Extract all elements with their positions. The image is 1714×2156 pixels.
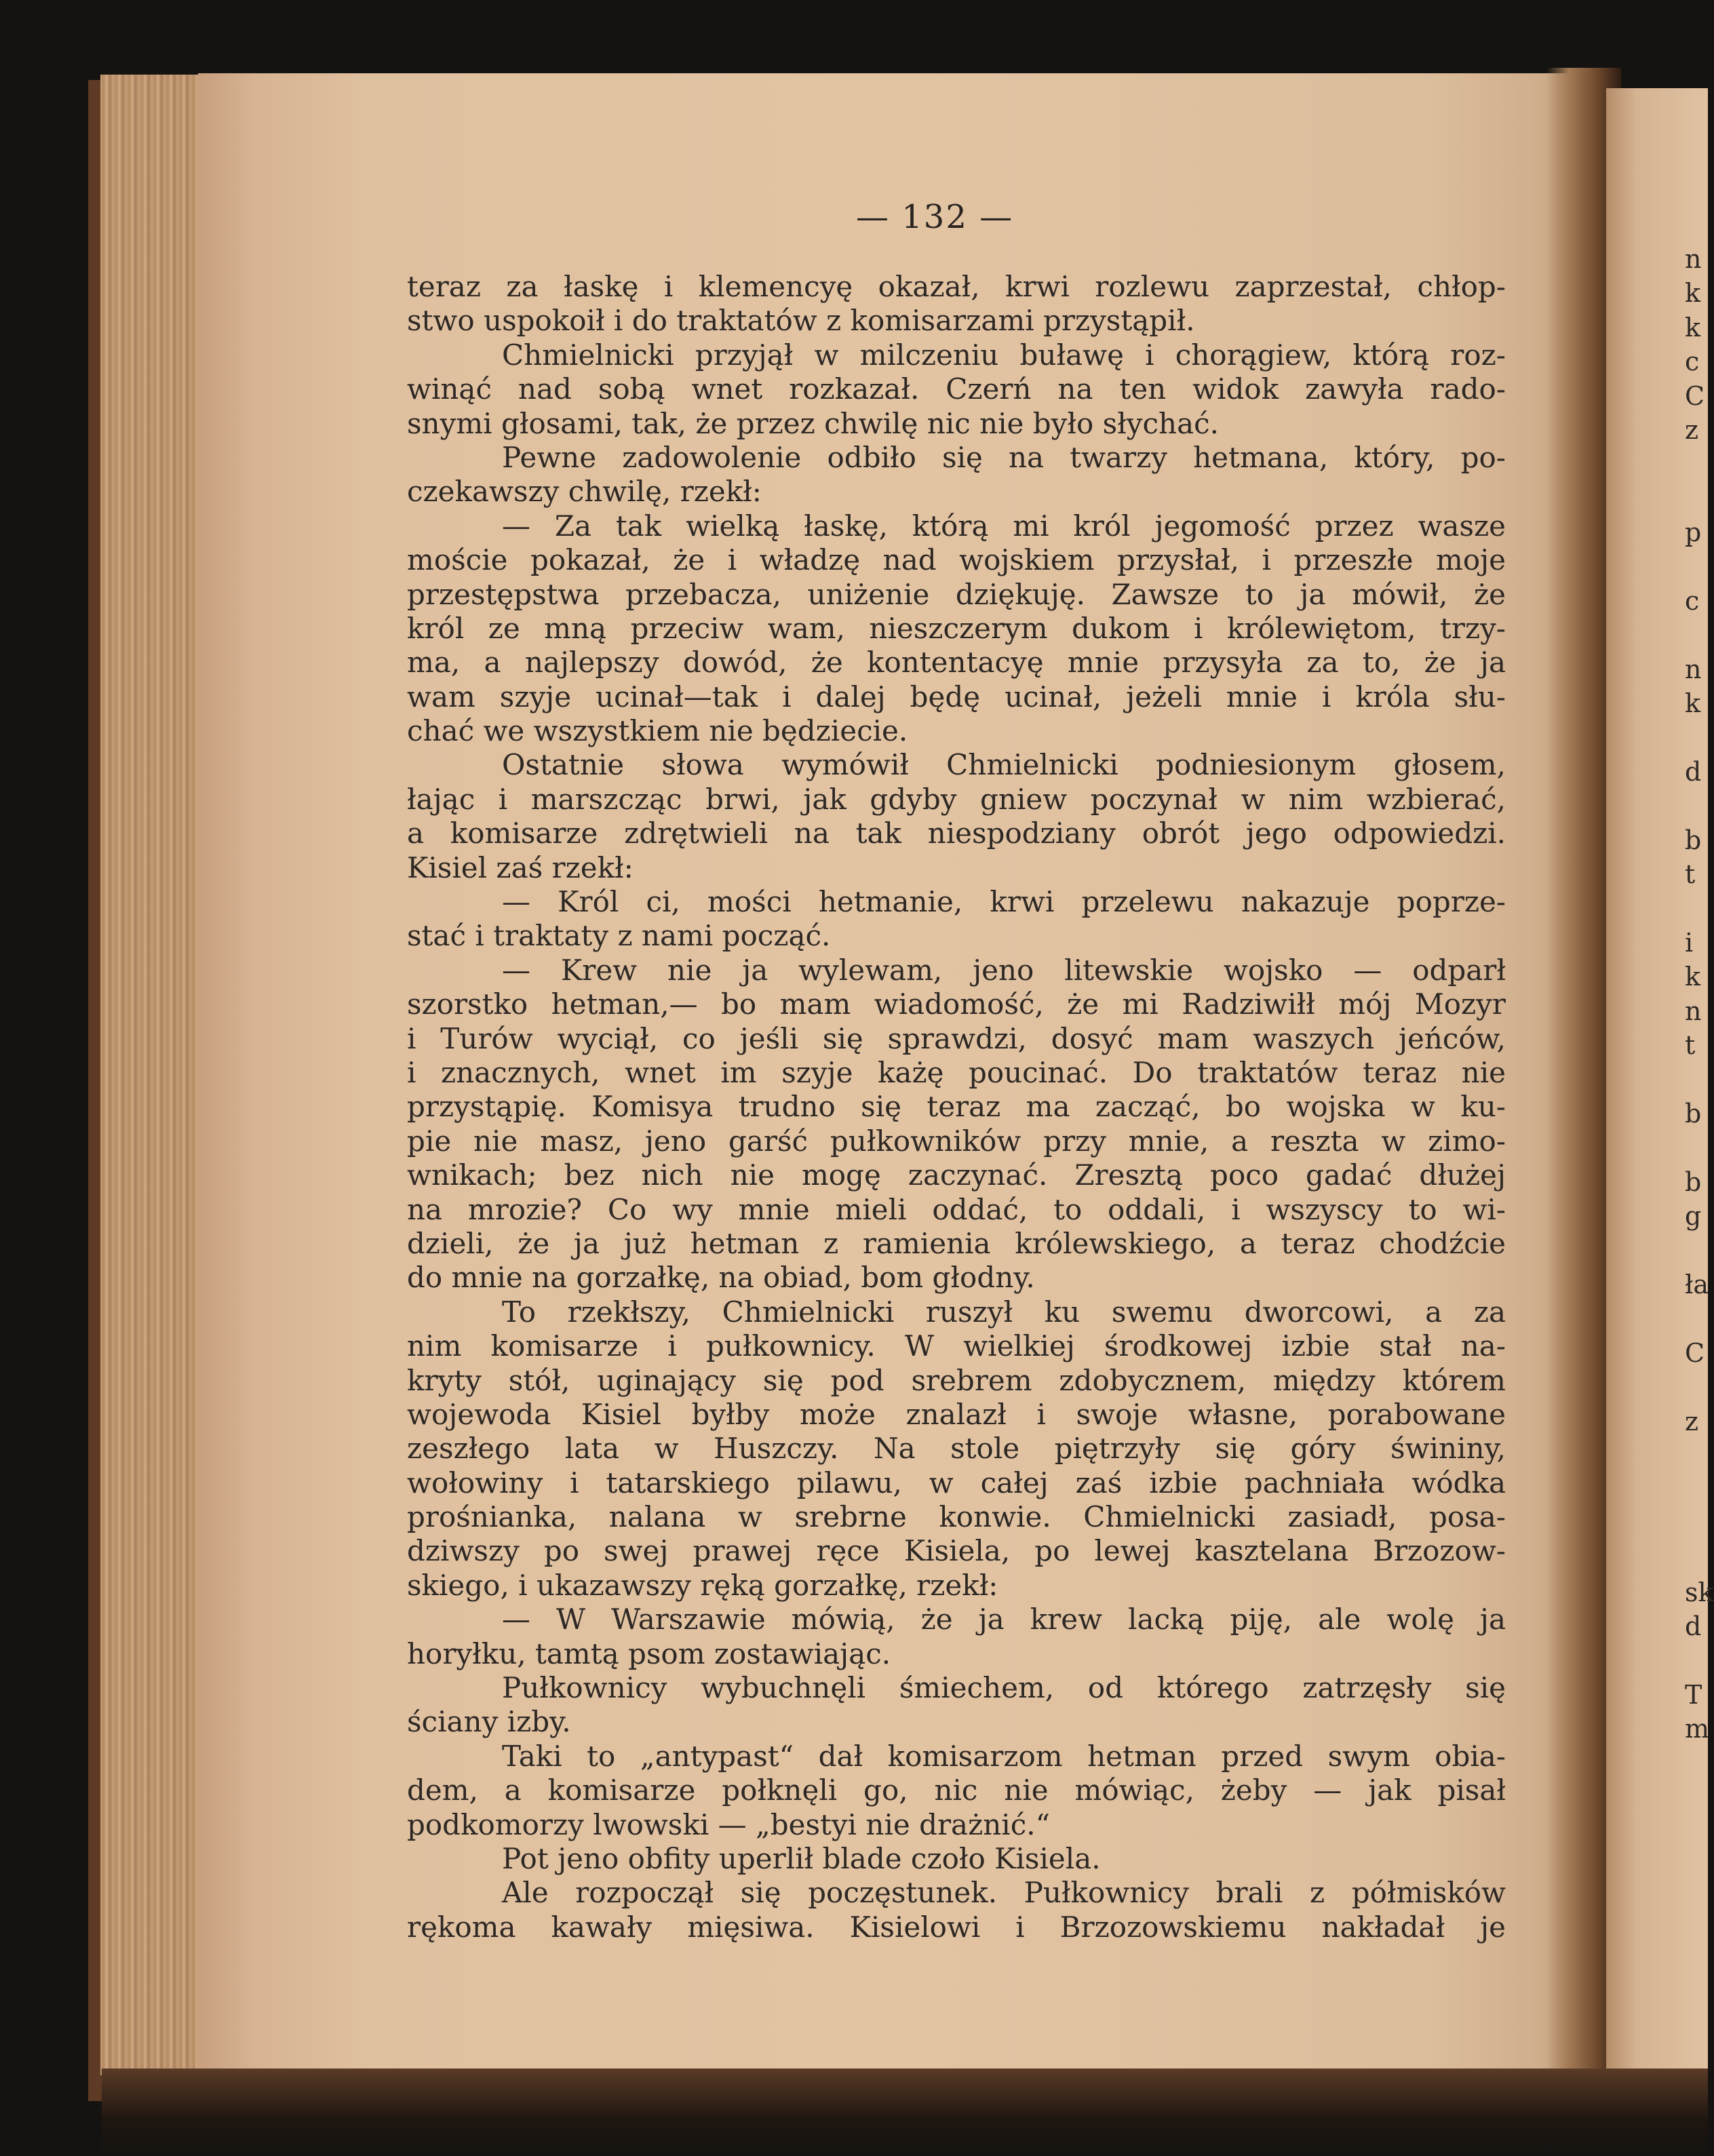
text-line: łając i marszcząc brwi, jak gdyby gniew poczynał w nim wzbierać, [407, 782, 1506, 816]
text-line: wołowiny i tatarskiego pilawu, w całej zaś izbie pachniała wódka [407, 1466, 1506, 1500]
text-line: nim komisarze i pułkownicy. W wielkiej środkowej izbie stał na- [407, 1329, 1506, 1363]
text-line: prośnianka, nalana w srebrne konwie. Chmielnicki zasiadł, posa- [407, 1500, 1506, 1534]
text-line: wam szyje ucinał—tak i dalej będę ucinał, jeżeli mnie i króla słu- [407, 680, 1506, 713]
text-line: — Za tak wielką łaskę, którą mi król jegomość przez wasze [502, 509, 1506, 543]
page-number: — 132 — [856, 198, 1014, 236]
text-line: pie nie masz, jeno garść pułkowników przy mnie, a reszta w zimo- [407, 1124, 1506, 1158]
text-line: moście pokazał, że i władzę nad wojskiem przysłał, i przeszłe moje [407, 543, 1506, 577]
right-page-fragment: g [1685, 1201, 1702, 1232]
text-line: — Król ci, mości hetmanie, krwi przelewu nakazuje poprze- [502, 885, 1506, 919]
text-line: Pułkownicy wybuchnęli śmiechem, od którego zatrzęsły się [502, 1671, 1506, 1705]
text-line: Pewne zadowolenie odbiło się na twarzy hetmana, który, po- [502, 440, 1506, 474]
bottom-shadow [102, 2069, 1708, 2156]
text-line: To rzekłszy, Chmielnicki ruszył ku swemu dworcowi, a za [502, 1295, 1506, 1329]
text-line: król ze mną przeciw wam, nieszczerym dukom i królewiętom, trzy- [407, 611, 1506, 645]
text-line: horyłku, tamtą psom zostawiając. [407, 1636, 891, 1670]
right-page-fragment: k [1685, 688, 1701, 719]
text-line: stwo uspokoił i do traktatów z komisarzami przystąpił. [407, 304, 1195, 338]
text-line: a komisarze zdrętwieli na tak niespodziany obrót jego odpowiedzi. [407, 817, 1506, 850]
text-line: na mrozie? Co wy mnie mieli oddać, to oddali, i wszyscy to wi- [407, 1192, 1506, 1226]
right-page-fragment: T [1685, 1679, 1702, 1710]
text-line: czekawszy chwilę, rzekł: [407, 475, 762, 509]
text-line: Pot jeno obfity uperlił blade czoło Kisiela. [502, 1841, 1101, 1875]
text-line: Kisiel zaś rzekł: [407, 850, 634, 884]
text-line: snymi głosami, tak, że przez chwilę nic nie było słychać. [407, 406, 1219, 440]
text-line: ściany izby. [407, 1705, 571, 1739]
text-line: i znacznych, wnet im szyje każę poucinać. Do traktatów teraz nie [407, 1055, 1506, 1089]
right-page-fragment: z [1685, 1406, 1699, 1436]
text-line: Chmielnicki przyjął w milczeniu buławę i chorągiew, którą roz- [502, 338, 1506, 372]
right-page-fragment: c [1685, 586, 1700, 616]
right-page-fragment: d [1685, 1611, 1702, 1641]
text-line: — Krew nie ja wylewam, jeno litewskie wojsko — odparł [502, 953, 1506, 987]
text-line: przystąpię. Komisya trudno się teraz ma zacząć, bo wojska w ku- [407, 1090, 1506, 1124]
text-line: teraz za łaskę i klemencyę okazał, krwi rozlewu zaprzestał, chłop- [407, 270, 1506, 303]
text-line: winąć nad sobą wnet rozkazał. Czerń na ten widok zawyła rado- [407, 372, 1506, 406]
right-page-fragment: b [1685, 1099, 1702, 1129]
text-line: stać i traktaty z nami począć. [407, 919, 831, 953]
text-line: kryty stół, uginający się pod srebrem zdobycznem, między którem [407, 1363, 1506, 1397]
text-line: Taki to „antypast“ dał komisarzom hetman przed swym obia- [502, 1739, 1506, 1773]
text-line: — W Warszawie mówią, że ja krew lacką piję, ale wolę ja [502, 1603, 1506, 1636]
right-page-fragment: t [1685, 1030, 1696, 1061]
text-line: dem, a komisarze połknęli go, nic nie mówiąc, żeby — jak pisał [407, 1773, 1506, 1807]
right-page-fragment: c [1685, 347, 1700, 377]
right-page-fragment: p [1685, 517, 1702, 548]
right-page-fragment: b [1685, 1167, 1702, 1197]
text-line: Ostatnie słowa wymówił Chmielnicki podniesionym głosem, [502, 748, 1506, 782]
right-page-fragment: C [1685, 1337, 1705, 1368]
text-line: podkomorzy lwowski — „bestyi nie drażnić.“ [407, 1807, 1051, 1841]
text-line: przestępstwa przebacza, uniżenie dziękuję. Zawsze to ja mówił, że [407, 577, 1506, 611]
right-page-fragment: sk [1685, 1577, 1714, 1607]
right-page-fragment: k [1685, 278, 1701, 309]
text-line: dzieli, że ja już hetman z ramienia królewskiego, a teraz chodźcie [407, 1226, 1506, 1260]
text-line: i Turów wyciął, co jeśli się sprawdzi, dosyć mam waszych jeńców, [407, 1021, 1506, 1055]
right-page-fragment: m [1685, 1714, 1710, 1744]
text-line: chać we wszystkiem nie będziecie. [407, 714, 908, 748]
text-line: szorstko hetman,— bo mam wiadomość, że mi Radziwiłł mój Mozyr [407, 987, 1506, 1021]
text-line: wojewoda Kisiel byłby może znalazł i swoje własne, porabowane [407, 1397, 1506, 1431]
right-page-fragment: z [1685, 415, 1699, 445]
right-page-fragment: n [1685, 996, 1702, 1026]
right-page-fragment: n [1685, 654, 1702, 684]
text-line: ma, a najlepszy dowód, że kontentacyę mnie przysyła za to, że ja [407, 646, 1506, 680]
right-page-fragment: b [1685, 825, 1702, 855]
right-page-fragment: C [1685, 380, 1705, 411]
right-page-fragment: k [1685, 312, 1701, 342]
right-page-fragment: t [1685, 859, 1696, 890]
text-line: zeszłego lata w Huszczy. Na stole piętrzyły się góry świniny, [407, 1432, 1506, 1466]
right-page-fragment: i [1685, 928, 1694, 958]
text-line: rękoma kawały mięsiwa. Kisielowi i Brzozowskiemu nakładał je [407, 1910, 1506, 1944]
right-page-fragment: n [1685, 244, 1702, 274]
text-line: wnikach; bez nich nie mogę zaczynać. Zresztą poco gadać dłużej [407, 1158, 1506, 1192]
text-line: skiego, i ukazawszy ręką gorzałkę, rzekł: [407, 1568, 998, 1602]
right-page-fragment: ła [1685, 1270, 1709, 1299]
text-line: dziwszy po swej prawej ręce Kisiela, po lewej kasztelana Brzozow- [407, 1534, 1506, 1568]
text-line: do mnie na gorzałkę, na obiad, bom głodny. [407, 1261, 1035, 1295]
body-text [407, 270, 1506, 1944]
right-page-fragment: d [1685, 757, 1702, 787]
text-line: Ale rozpoczął się poczęstunek. Pułkownicy brali z półmisków [502, 1876, 1506, 1910]
right-page-fragment: k [1685, 962, 1701, 992]
